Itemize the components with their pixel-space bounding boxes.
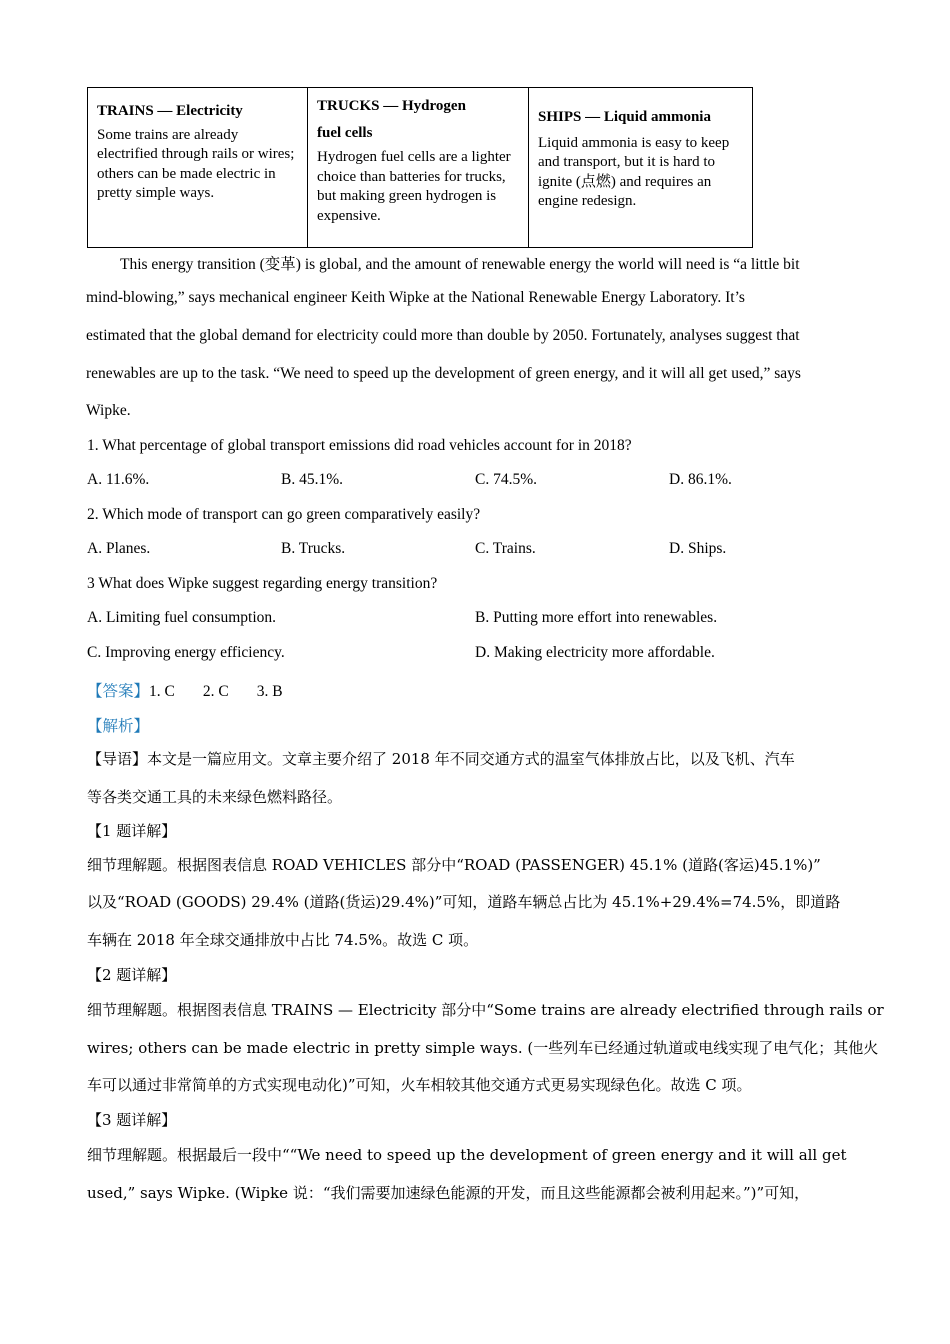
trucks-body: Hydrogen fuel cells are a lighter choice than batteries for trucks, but making green hydrogen is expensive. — [317, 149, 511, 224]
q1-line-3: 车辆在 2018 年全球交通排放中占比 74.5%。故选 C 项。 — [87, 931, 479, 949]
question-3-stem: 3 What does Wipke suggest regarding energy transition? — [87, 575, 438, 592]
passage-line-4: renewables are up to the task. “We need to speed up the development of green energy, and it will all get used,” says — [86, 365, 801, 382]
trucks-cell — [308, 88, 529, 248]
intro-line-1: 【导语】本文是一篇应用文。文章主要介绍了 2018 年不同交通方式的温室气体排放占比，以及飞机、汽车 — [87, 750, 795, 768]
ships-title: SHIPS — Liquid ammonia — [538, 109, 711, 125]
q1-line-2: 以及“ROAD (GOODS) 29.4% (道路(货运)29.4%)”可知，道路车辆总占比为 45.1%+29.4%=74.5%，即道路 — [87, 893, 841, 911]
analysis-label: 【解析】 — [87, 717, 150, 735]
q1-line-1: 细节理解题。根据图表信息 ROAD VEHICLES 部分中“ROAD (PASSENGER) 45.1% (道路(客运)45.1%)” — [87, 856, 821, 874]
question-2-option-b[interactable]: B. Trucks. — [281, 540, 346, 557]
question-3-option-b[interactable]: B. Putting more effort into renewables. — [475, 609, 718, 626]
question-1-option-b[interactable]: B. 45.1%. — [281, 471, 343, 488]
intro-line-2: 等各类交通工具的未来绿色燃料路径。 — [87, 788, 343, 806]
answer-1: 1. C — [149, 683, 175, 700]
trucks-title-line1: TRUCKS — Hydrogen — [317, 98, 466, 114]
trucks-title-line2: fuel cells — [317, 125, 373, 141]
trains-cell — [88, 88, 308, 248]
question-1-option-d[interactable]: D. 86.1%. — [669, 471, 732, 488]
answer-label: 【答案】 — [87, 682, 150, 700]
passage-line-1: This energy transition (变革) is global, and the amount of renewable energy the world will need is “a little bit — [120, 256, 800, 273]
q1-heading: 【1 题详解】 — [87, 822, 177, 840]
transport-info-table — [87, 87, 753, 248]
ships-body: Liquid ammonia is easy to keep and transport, but it is hard to ignite (点燃) and requires an engine redesign. — [538, 134, 730, 209]
q2-line-3: 车可以通过非常简单的方式实现电动化)”可知，火车相较其他交通方式更易实现绿色化。故选 C 项。 — [87, 1076, 752, 1094]
question-3-option-a[interactable]: A. Limiting fuel consumption. — [87, 609, 276, 626]
question-1-stem: 1. What percentage of global transport emissions did road vehicles account for in 2018? — [87, 437, 632, 454]
question-3-option-d[interactable]: D. Making electricity more affordable. — [475, 644, 715, 661]
answer-line — [87, 679, 283, 701]
answer-2: 2. C — [202, 683, 229, 700]
question-2-option-c[interactable]: C. Trains. — [475, 540, 536, 557]
trains-title: TRAINS — Electricity — [97, 103, 243, 119]
passage-line-3: estimated that the global demand for electricity could more than double by 2050. Fortunately, analyses suggest that — [86, 327, 800, 344]
trains-body: Some trains are already electrified through rails or wires; others can be made electric in pretty simple ways. — [97, 126, 295, 201]
q3-line-2: used,” says Wipke. (Wipke 说：“我们需要加速绿色能源的开发，而且这些能源都会被利用起来。”)”可知， — [87, 1184, 810, 1202]
question-1-option-c[interactable]: C. 74.5%. — [475, 471, 537, 488]
answer-3: 3. B — [256, 683, 283, 700]
q3-heading: 【3 题详解】 — [87, 1111, 177, 1129]
q2-heading: 【2 题详解】 — [87, 966, 177, 984]
question-2-option-d[interactable]: D. Ships. — [669, 540, 727, 557]
question-2-option-a[interactable]: A. Planes. — [87, 540, 151, 557]
q3-line-1: 细节理解题。根据最后一段中““We need to speed up the development of green energy and it will all get — [87, 1146, 847, 1164]
question-2-stem: 2. Which mode of transport can go green comparatively easily? — [87, 506, 481, 523]
q2-line-1: 细节理解题。根据图表信息 TRAINS — Electricity 部分中“Some trains are already electrified through rails or — [87, 1001, 884, 1019]
q2-line-2: wires; others can be made electric in pretty simple ways. (一些列车已经通过轨道或电线实现了电气化；其他火 — [87, 1039, 879, 1057]
ships-cell — [529, 88, 753, 248]
passage-line-5: Wipke. — [86, 402, 131, 419]
passage-line-2: mind-blowing,” says mechanical engineer Keith Wipke at the National Renewable Energy Laboratory. It’s — [86, 289, 745, 306]
question-1-option-a[interactable]: A. 11.6%. — [87, 471, 150, 488]
question-3-option-c[interactable]: C. Improving energy efficiency. — [87, 644, 285, 661]
